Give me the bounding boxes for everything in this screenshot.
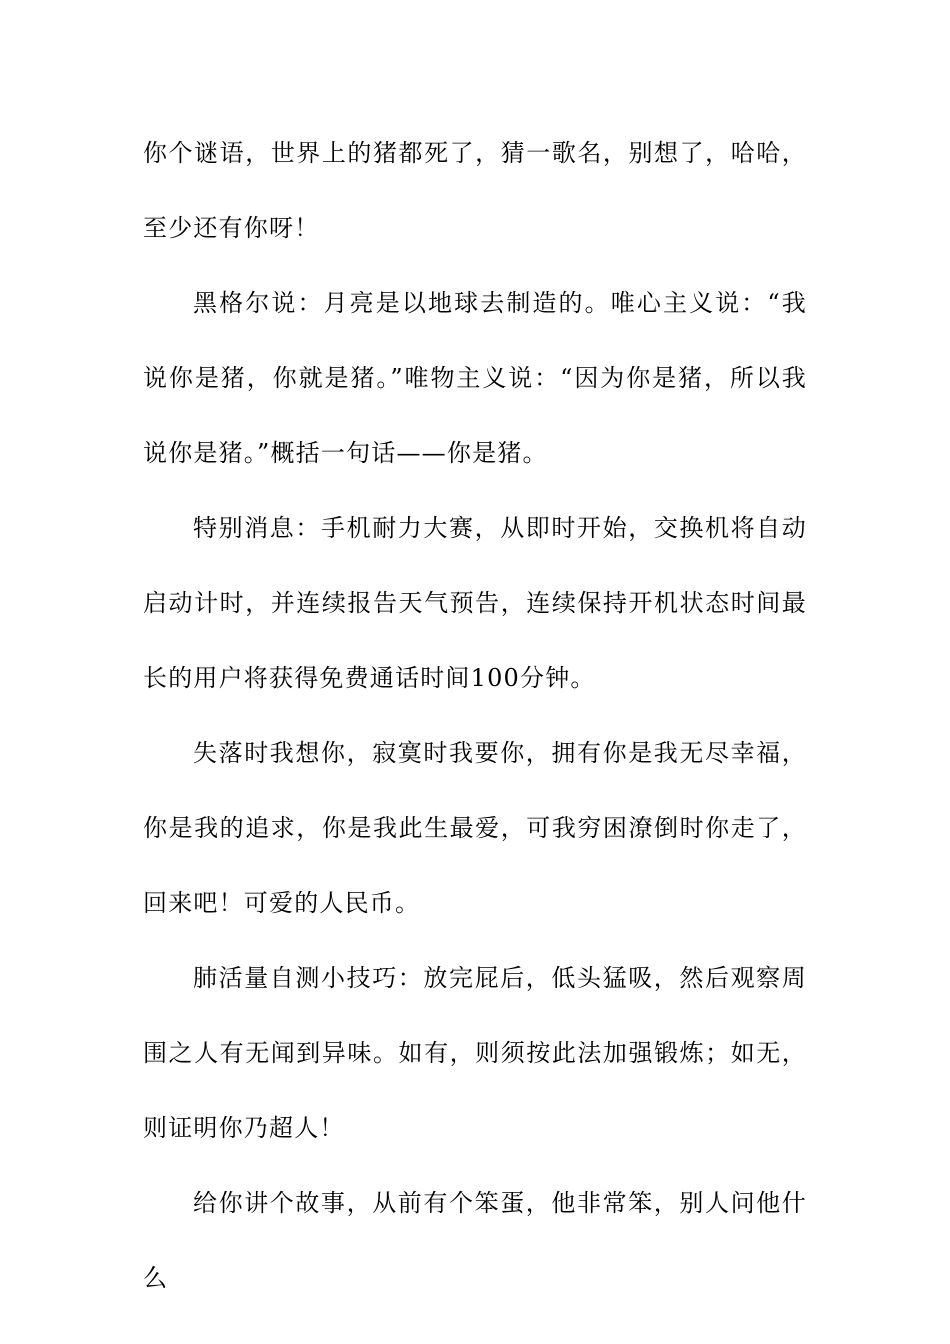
paragraph-hegel-joke: 黑格尔说：月亮是以地球去制造的。唯心主义说：“我说你是猪，你就是猪。”唯物主义说：“因为你是猪，所以我说你是猪。”概括一句话——你是猪。 [143, 289, 807, 467]
paragraph-riddle-ending: 你个谜语，世界上的猪都死了，猜一歌名，别想了，哈哈，至少还有你呀！ [143, 139, 807, 242]
paragraph-lung-test: 肺活量自测小技巧：放完屁后，低头猛吸，然后观察周围之人有无闻到异味。如有，则须按此法加强锻炼；如无，则证明你乃超人！ [143, 964, 807, 1142]
paragraph-story-start: 给你讲个故事，从前有个笨蛋，他非常笨，别人问他什么 [143, 1189, 807, 1292]
paragraph-missing-you: 失落时我想你，寂寞时我要你，拥有你是我无尽幸福，你是我的追求，你是我此生最爱，可我穷困潦倒时你走了，回来吧！可爱的人民币。 [143, 739, 807, 917]
paragraph-phone-contest: 特别消息：手机耐力大赛，从即时开始，交换机将自动启动计时，并连续报告天气预告，连续保持开机状态时间最长的用户将获得免费通话时间100分钟。 [143, 514, 807, 692]
